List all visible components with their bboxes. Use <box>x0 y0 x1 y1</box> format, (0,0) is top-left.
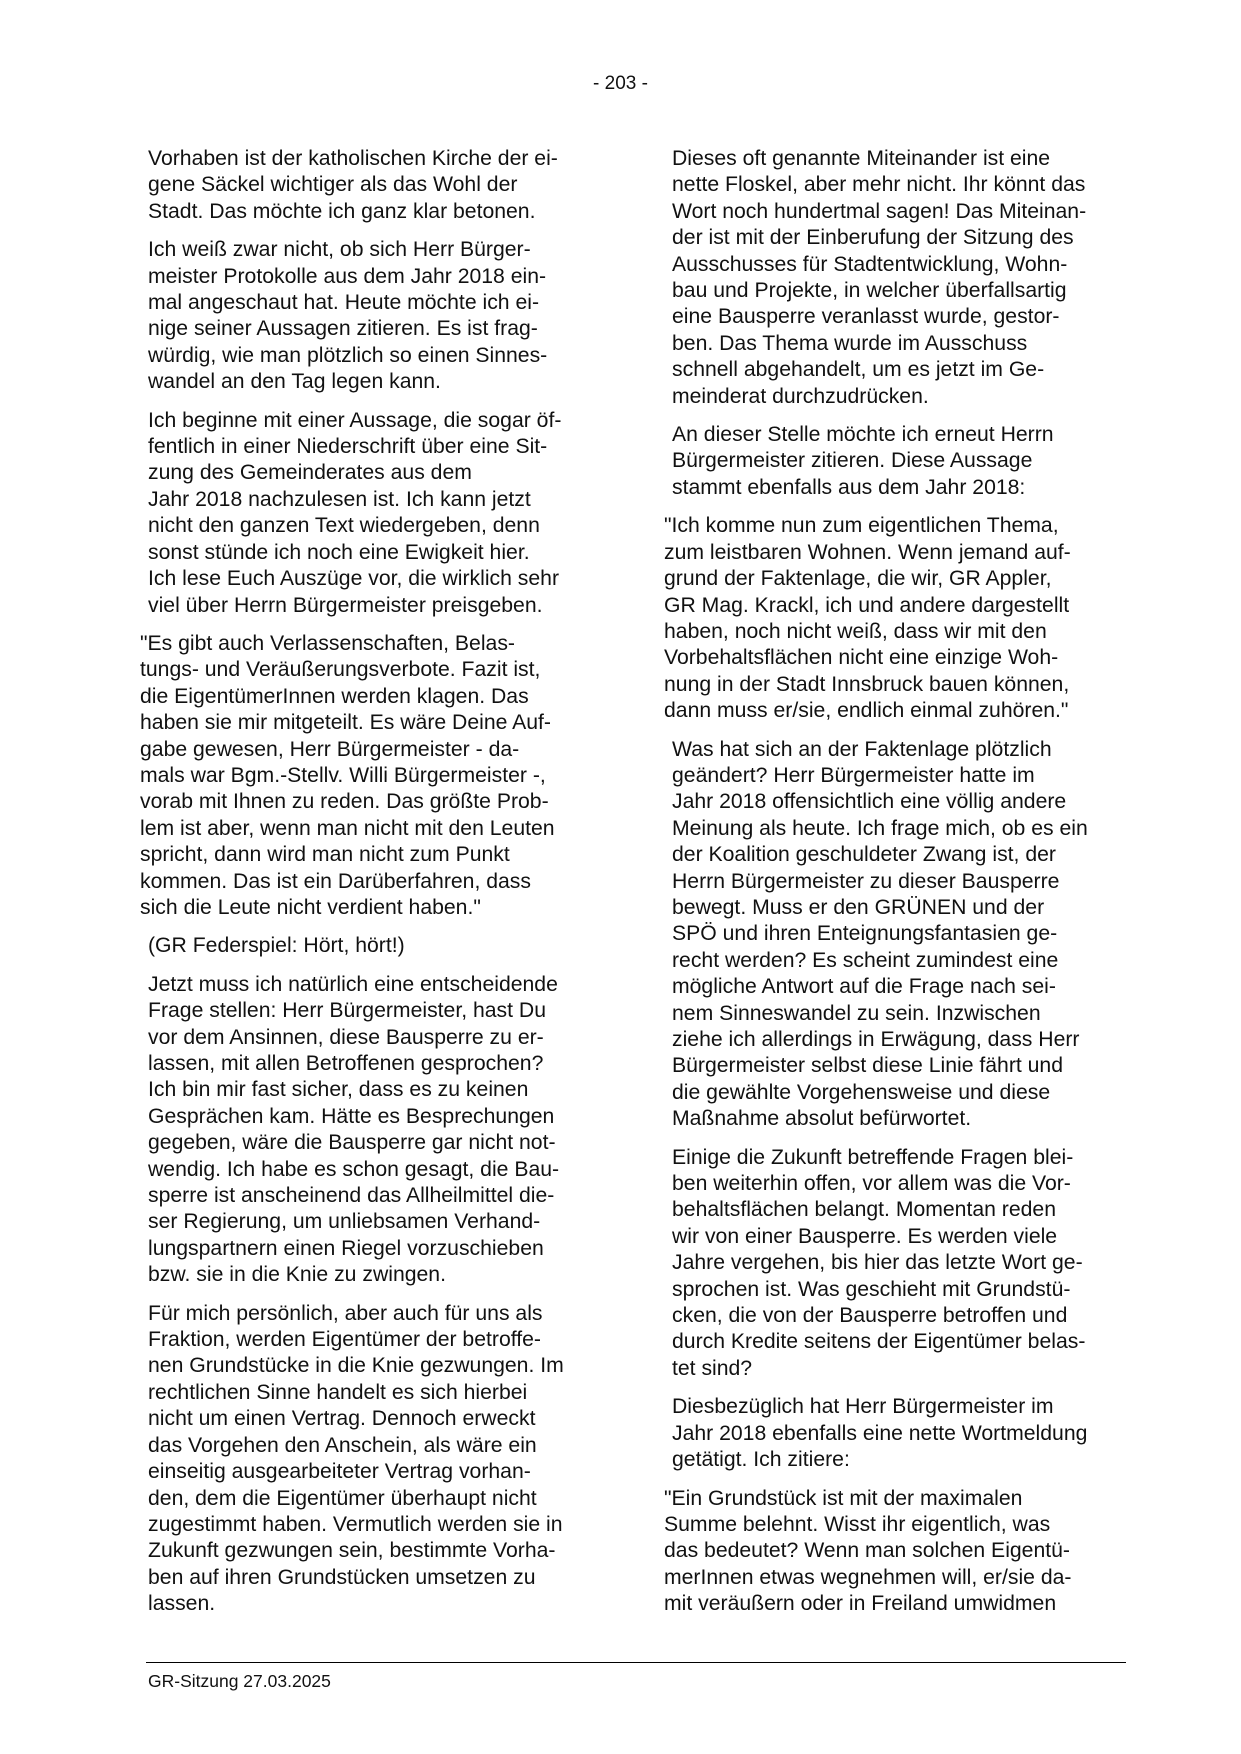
paragraph: Für mich persönlich, aber auch für uns als Fraktion, werden Eigentümer der betroffe- nen Grundstücke in die Knie gezwungen. Im rechtlichen Sinne handelt es sich hierbei nicht um einen Vertrag. Dennoch erweckt das Vorgehen den Anschein, als wäre ein einseitig ausgearbeiteter Vertrag vorhan- den, dem die Eigentümer überhaupt nicht zugestimmt haben. Vermutlich werden sie in Zukunft gezwungen sein, bestimmte Vorha- ben auf ihren Grundstücken umsetzen zu lassen. <box>148 1301 564 1616</box>
footer-divider <box>146 1662 1126 1663</box>
paragraph: Vorhaben ist der katholischen Kirche der ei- gene Säckel wichtiger als das Wohl der Stadt. Das möchte ich ganz klar betonen. <box>148 147 558 223</box>
interjection: (GR Federspiel: Hört, hört!) <box>148 934 405 958</box>
page-number: - 203 - <box>593 73 648 94</box>
paragraph: Was hat sich an der Faktenlage plötzlich geändert? Herr Bürgermeister hatte im Jahr 2018 offensichtlich eine völlig andere Meinung als heute. Ich frage mich, ob es ein der Koalition geschuldeter Zwang ist, der Herrn Bürgermeister zu dieser Bausperre bewegt. Muss er den GRÜNEN und der SPÖ und ihren Enteignungsfantasien ge- recht werden? Es scheint zumindest eine mögliche Antwort auf die Frage nach sei- nem Sinneswandel zu sein. Inzwischen ziehe ich allerdings in Erwägung, dass Herr Bürgermeister selbst diese Linie fährt und die gewählte Vorgehensweise und diese Maßnahme absolut befürwortet. <box>672 737 1088 1131</box>
right-column <box>664 146 1134 1630</box>
quotation-paragraph: "Ein Grundstück ist mit der maximalen Summe belehnt. Wisst ihr eigentlich, was das bedeutet? Wenn man solchen Eigentü- merInnen etwas wegnehmen will, er/sie da- mit veräußern oder in Freiland umwidmen <box>664 1486 1072 1616</box>
footer-session-date: GR-Sitzung 27.03.2025 <box>148 1671 331 1691</box>
paragraph: Ich beginne mit einer Aussage, die sogar öf- fentlich in einer Niederschrift über eine Sit- zung des Gemeinderates aus dem Jahr 2018 nachzulesen ist. Ich kann jetzt nicht den ganzen Text wiedergeben, denn sonst stünde ich noch eine Ewigkeit hier. Ich lese Euch Auszüge vor, die wirklich sehr viel über Herrn Bürgermeister preisgeben. <box>148 408 562 617</box>
quotation-paragraph: "Ich komme nun zum eigentlichen Thema, zum leistbaren Wohnen. Wenn jemand auf- grund der Faktenlage, die wir, GR Appler, GR Mag. Krackl, ich und andere dargestellt haben, noch nicht weiß, dass wir mit den Vorbehaltsflächen nicht eine einzige Woh- nung in der Stadt Innsbruck bauen können, dann muss er/sie, endlich einmal zuhören." <box>664 514 1071 723</box>
paragraph: An dieser Stelle möchte ich erneut Herrn Bürgermeister zitieren. Diese Aussage stammt ebenfalls aus dem Jahr 2018: <box>672 423 1054 499</box>
paragraph: Einige die Zukunft betreffende Fragen blei- ben weiterhin offen, vor allem was die Vor- behaltsflächen belangt. Momentan reden wir von einer Bausperre. Es werden viele Jahre vergehen, bis hier das letzte Wort ge- sprochen ist. Was geschieht mit Grundstü- cken, die von der Bausperre betroffen und durch Kredite seitens der Eigentümer belas- tet sind? <box>672 1145 1086 1380</box>
paragraph: Jetzt muss ich natürlich eine entscheidende Frage stellen: Herr Bürgermeister, hast Du vor dem Ansinnen, diese Bausperre zu er- lassen, mit allen Betroffenen gesprochen? Ich bin mir fast sicher, dass es zu keinen Gesprächen kam. Hätte es Besprechungen gegeben, wäre die Bausperre gar nicht not- wendig. Ich habe es schon gesagt, die Bau- sperre ist anscheinend das Allheilmittel die- ser Regierung, um unliebsamen Verhand- lungspartnern einen Riegel vorzuschieben bzw. sie in die Knie zu zwingen. <box>148 972 560 1287</box>
paragraph: Ich weiß zwar nicht, ob sich Herr Bürger- meister Protokolle aus dem Jahr 2018 ein- mal angeschaut hat. Heute möchte ich ei- nige seiner Aussagen zitieren. Es ist frag- würdig, wie man plötzlich so einen Sinnes- wandel an den Tag legen kann. <box>148 238 548 394</box>
left-column <box>140 146 608 1630</box>
quotation-paragraph: "Es gibt auch Verlassenschaften, Belas- tungs- und Veräußerungsverbote. Fazit ist, die EigentümerInnen werden klagen. Das haben sie mir mitgeteilt. Es wäre Deine Auf- gabe gewesen, Herr Bürgermeister - da- mals war Bgm.-Stellv. Willi Bürgermeister -, vorab mit Ihnen zu reden. Das größte Prob- lem ist aber, wenn man nicht mit den Leuten spricht, dann wird man nicht zum Punkt kommen. Das ist ein Darüberfahren, dass sich die Leute nicht verdient haben." <box>140 631 555 919</box>
paragraph: Dieses oft genannte Miteinander ist eine nette Floskel, aber mehr nicht. Ihr könnt das Wort noch hundertmal sagen! Das Miteinan- der ist mit der Einberufung der Sitzung des Ausschusses für Stadtentwicklung, Wohn- bau und Projekte, in welcher überfallsartig eine Bausperre veranlasst wurde, gestor- ben. Das Thema wurde im Ausschuss schnell abgehandelt, um es jetzt im Ge- meinderat durchzudrücken. <box>672 147 1087 408</box>
paragraph: Diesbezüglich hat Herr Bürgermeister im Jahr 2018 ebenfalls eine nette Wortmeldung getätigt. Ich zitiere: <box>672 1395 1088 1472</box>
